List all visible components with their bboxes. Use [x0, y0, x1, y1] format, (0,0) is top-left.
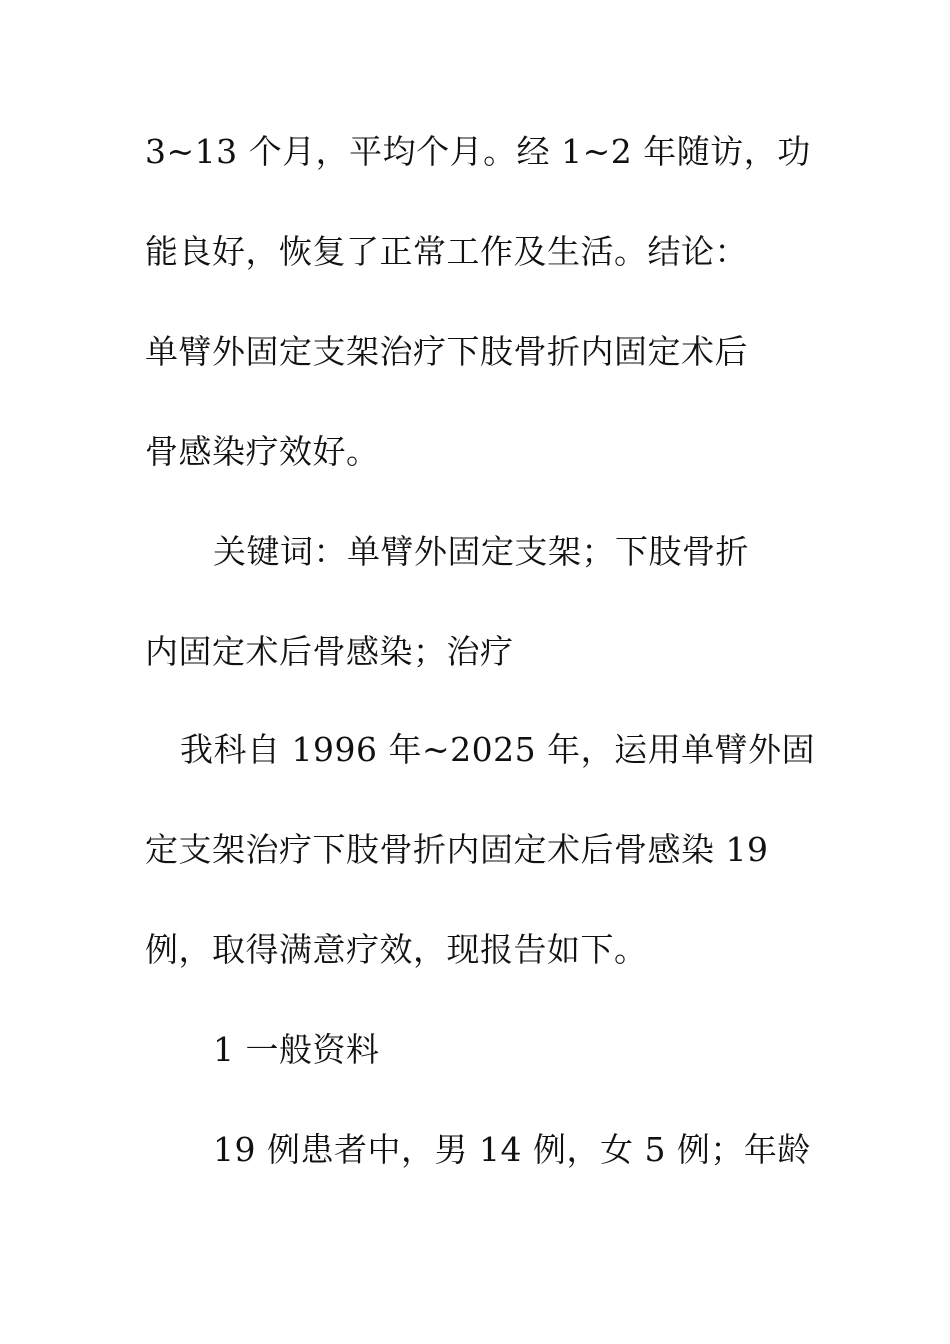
section-heading: 1 一般资料 — [213, 1030, 380, 1069]
keywords-line-1: 关键词：单臂外固定支架；下肢骨折 — [213, 532, 749, 571]
body-paragraph-line-1: 我科自 1996 年~2025 年，运用单臂外固 — [180, 730, 816, 769]
keywords-line-2: 内固定术后骨感染；治疗 — [145, 632, 514, 671]
section-text-line-1: 19 例患者中，男 14 例，女 5 例；年龄 — [213, 1130, 811, 1169]
abstract-text-line-4: 骨感染疗效好。 — [145, 432, 380, 471]
abstract-text-line-1: 3~13 个月，平均个月。经 1~2 年随访，功 — [145, 132, 811, 171]
abstract-text-line-2: 能良好，恢复了正常工作及生活。结论： — [145, 232, 748, 271]
body-paragraph-line-2: 定支架治疗下肢骨折内固定术后骨感染 19 — [145, 830, 769, 869]
body-paragraph-line-3: 例，取得满意疗效，现报告如下。 — [145, 930, 648, 969]
abstract-text-line-3: 单臂外固定支架治疗下肢骨折内固定术后 — [145, 332, 748, 371]
